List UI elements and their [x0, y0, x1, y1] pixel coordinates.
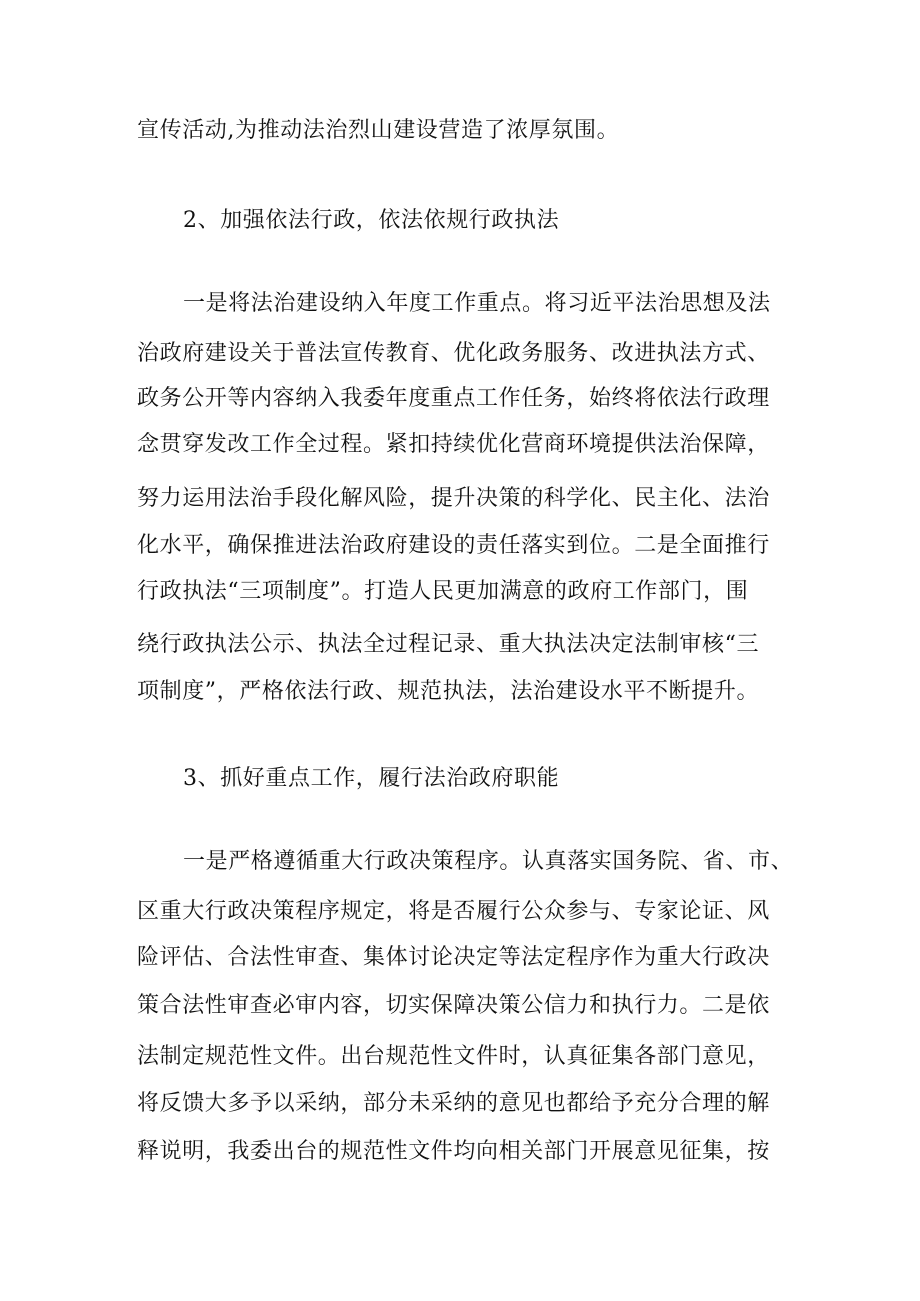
paragraph-line: 努力运用法治手段化解风险，提升决策的科学化、民主化、法治: [137, 486, 770, 511]
paragraph-line: 一是严格遵循重大行政决策程序。认真落实国务院、省、市、: [183, 849, 794, 874]
paragraph-line: 治政府建设关于普法宣传教育、优化政务服务、改进执法方式、: [137, 341, 770, 366]
paragraph-line: 区重大行政决策程序规定，将是否履行公众参与、专家论证、风: [137, 899, 770, 924]
paragraph-line: 念贯穿发改工作全过程。紧扣持续优化营商环境提供法治保障，: [137, 432, 770, 457]
section-heading-2: 2、加强依法行政，依法依规行政执法: [183, 208, 560, 233]
paragraph-line: 将反馈大多予以采纳，部分未采纳的意见也都给予充分合理的解: [137, 1091, 770, 1116]
paragraph-line: 化水平，确保推进法治政府建设的责任落实到位。二是全面推行: [137, 533, 770, 558]
paragraph-line: 险评估、合法性审查、集体讨论决定等法定程序作为重大行政决: [137, 945, 770, 970]
section-heading-3: 3、抓好重点工作，履行法治政府职能: [183, 766, 560, 791]
paragraph-line: 一是将法治建设纳入年度工作重点。将习近平法治思想及法: [183, 291, 771, 316]
paragraph-line: 项制度”，严格依法行政、规范执法，法治建设水平不断提升。: [137, 679, 760, 704]
paragraph-line: 策合法性审查必审内容，切实保障决策公信力和执行力。二是依: [137, 993, 770, 1018]
paragraph-line: 绕行政执法公示、执法全过程记录、重大执法决定法制审核“三: [137, 632, 760, 657]
paragraph-line: 政务公开等内容纳入我委年度重点工作任务，始终将依法行政理: [137, 386, 770, 411]
paragraph-line: 释说明，我委出台的规范性文件均向相关部门开展意见征集，按: [137, 1139, 770, 1164]
paragraph-line: 行政执法“三项制度”。打造人民更加满意的政府工作部门，围: [137, 579, 749, 604]
paragraph-line: 法制定规范性文件。出台规范性文件时，认真征集各部门意见，: [137, 1044, 770, 1069]
paragraph-line: 宣传活动,为推动法治烈山建设营造了浓厚氛围。: [137, 118, 620, 143]
